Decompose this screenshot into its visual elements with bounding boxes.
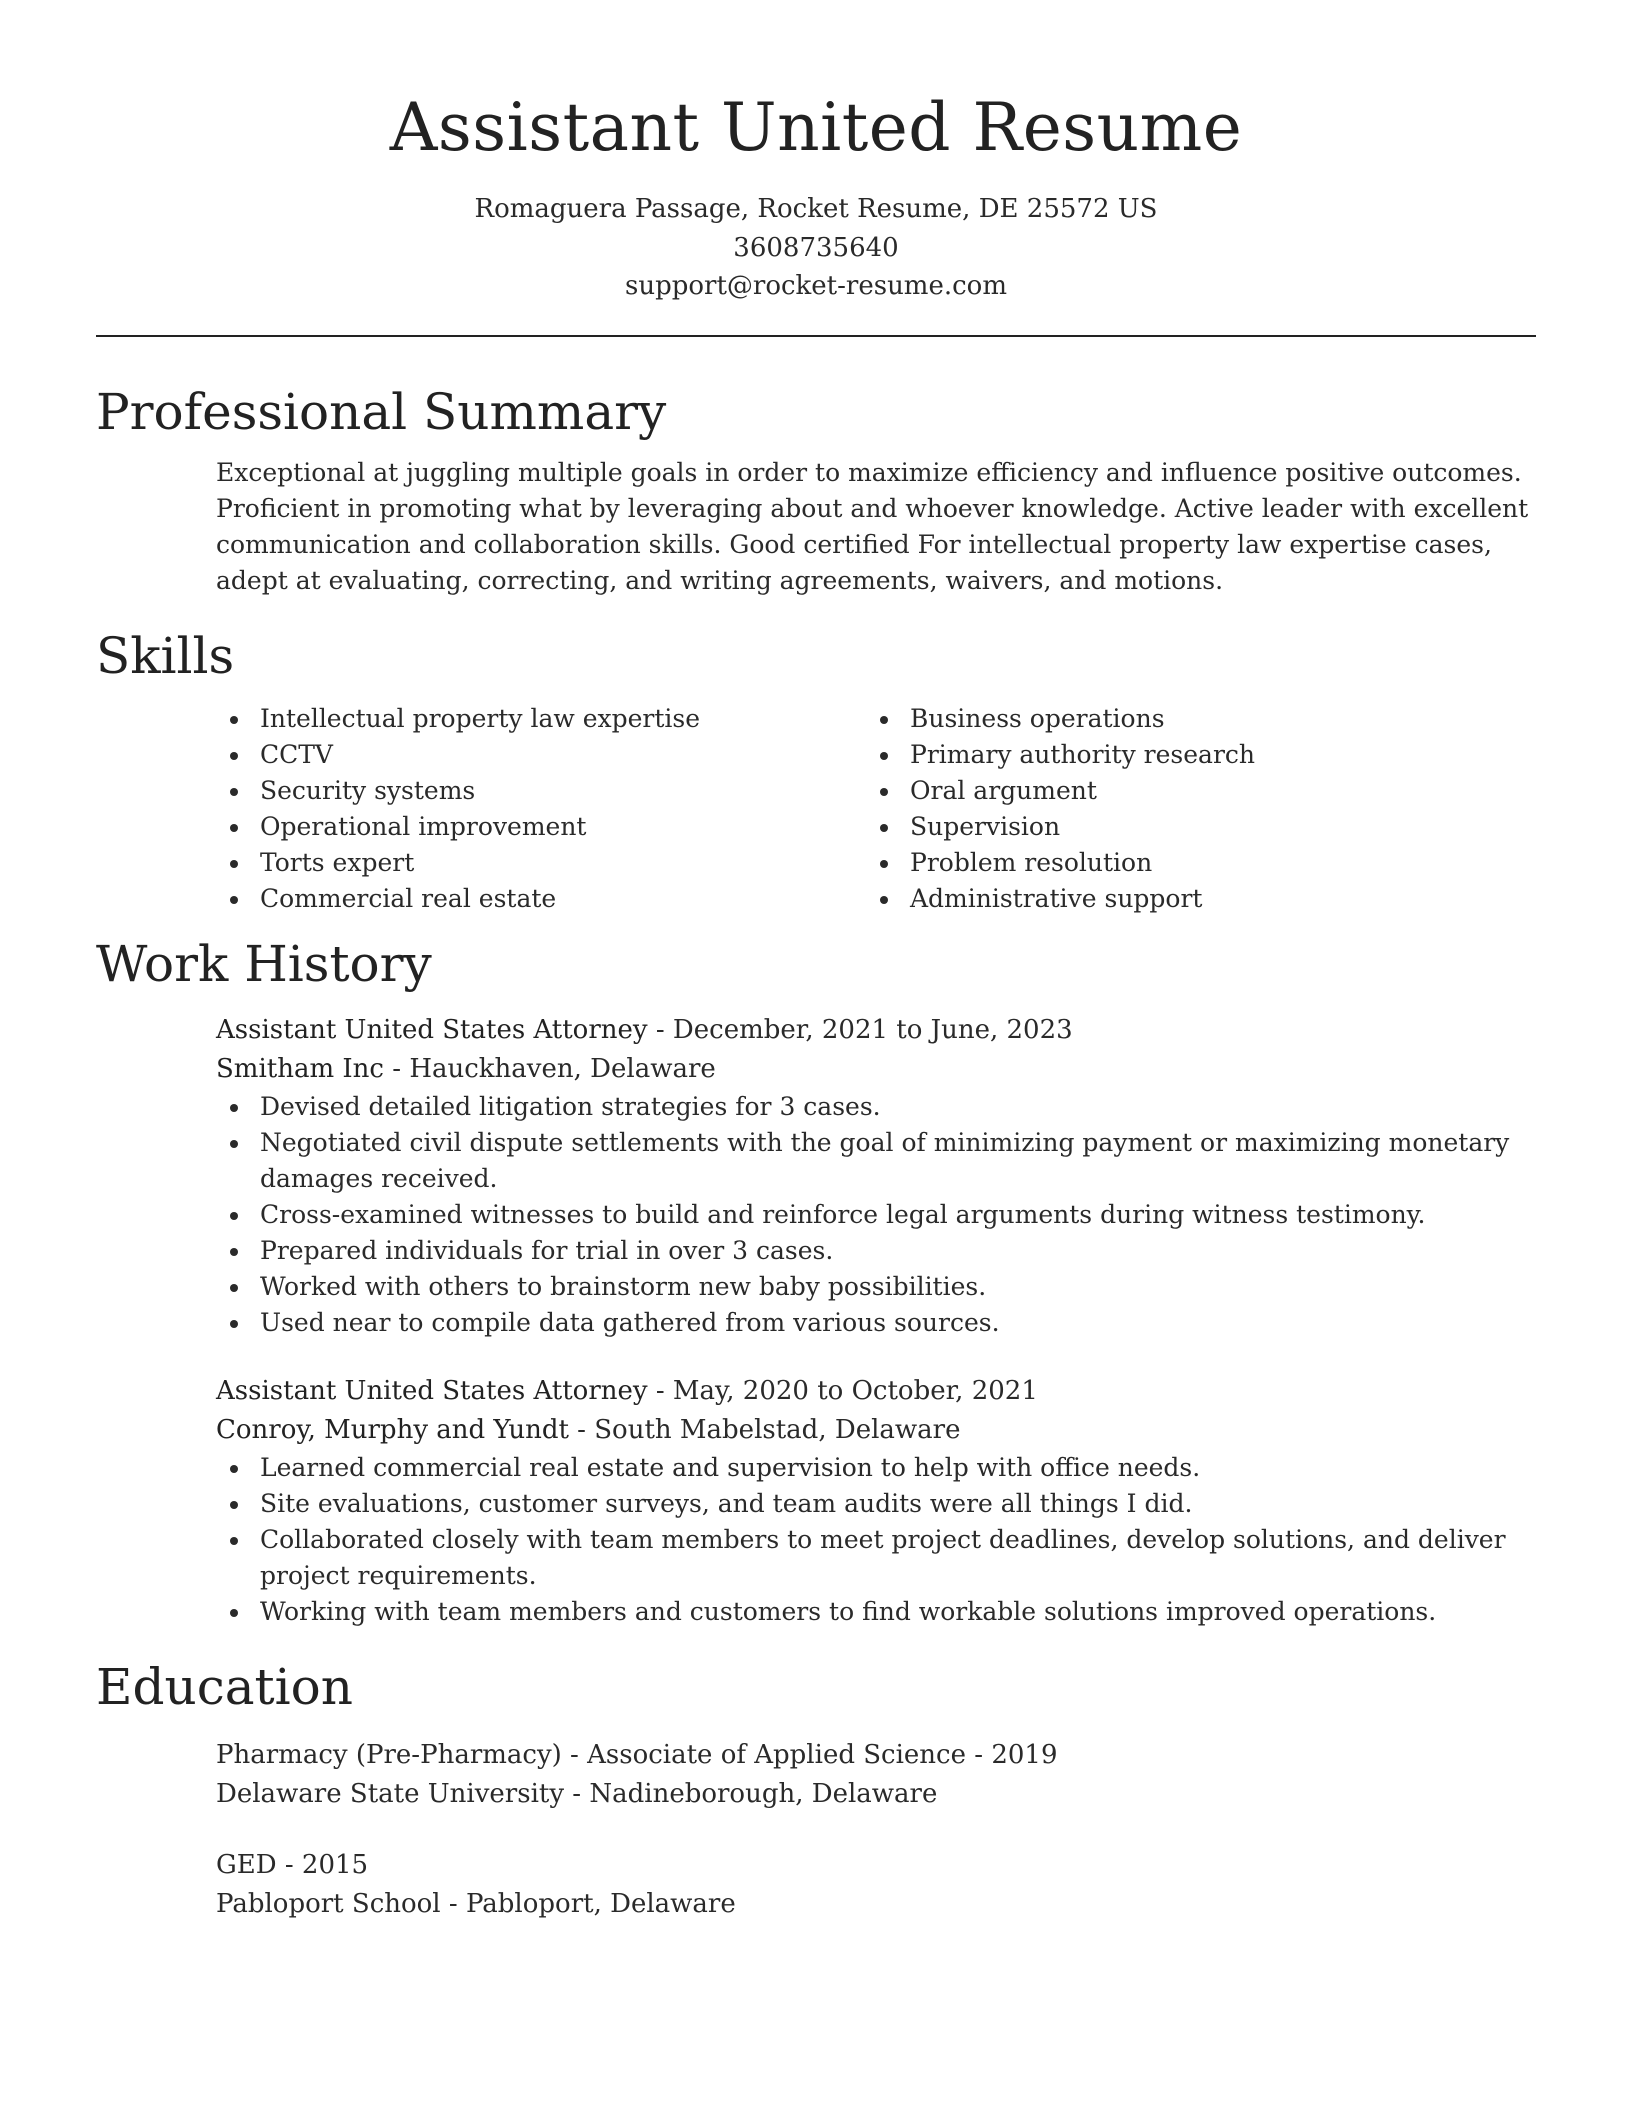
skill-item: CCTV xyxy=(216,737,866,773)
job-company: Smitham Inc xyxy=(216,1053,384,1084)
contact-phone: 3608735640 xyxy=(733,232,899,263)
education-entry xyxy=(216,1846,1536,1925)
header-divider xyxy=(96,335,1536,337)
job-bullet: Working with team members and customers to find workable solutions improved operations. xyxy=(216,1594,1536,1630)
job-company-line: Conroy, Murphy and Yundt - South Mabelstad, Delaware xyxy=(216,1414,961,1445)
job-bullet: Collaborated closely with team members to meet project deadlines, develop solutions, and deliver project requirements. xyxy=(216,1522,1536,1594)
skills-heading: Skills xyxy=(96,626,235,685)
education-degree-line: Pharmacy (Pre-Pharmacy) - Associate of Applied Science - 2019 xyxy=(216,1739,1058,1770)
skill-item: Commercial real estate xyxy=(216,881,866,917)
education-school-line: Delaware State University - Nadineborough, Delaware xyxy=(216,1779,938,1809)
summary-section xyxy=(96,455,1536,599)
skill-item: Operational improvement xyxy=(216,809,866,845)
summary-text: Exceptional at juggling multiple goals in order to maximize efficiency and influence positive outcomes. Proficient in promoting what by leveraging about and whoever knowledge. Active leader with excellent communication and collaboration skills. Good certified For intellectual property law expertise cases, adept at evaluating, correcting, and writing agreements, waivers, and motions. xyxy=(216,457,1529,595)
job-bullet: Learned commercial real estate and supervision to help with office needs. xyxy=(216,1450,1536,1486)
job-bullets xyxy=(216,1089,1536,1341)
skills-left-list xyxy=(216,701,866,917)
job-bullet: Used near to compile data gathered from various sources. xyxy=(216,1305,1536,1341)
job-location: South Mabelstad, Delaware xyxy=(594,1414,961,1445)
resume-header xyxy=(96,0,1536,306)
education-entry xyxy=(216,1736,1536,1815)
skill-item: Supervision xyxy=(866,809,1536,845)
job-dates: December, 2021 to June, 2023 xyxy=(672,1014,1073,1045)
job-dates: May, 2020 to October, 2021 xyxy=(672,1375,1038,1406)
skill-item: Primary authority research xyxy=(866,737,1536,773)
summary-heading: Professional Summary xyxy=(96,382,667,441)
skill-item: Problem resolution xyxy=(866,845,1536,881)
education-school: Pabloport School xyxy=(216,1889,441,1919)
skills-right-list xyxy=(866,701,1536,917)
job-company-line: Smitham Inc - Hauckhaven, Delaware xyxy=(216,1053,716,1084)
skill-item: Security systems xyxy=(216,773,866,809)
skills-grid xyxy=(216,701,1536,917)
skill-item: Administrative support xyxy=(866,881,1536,917)
education-section xyxy=(96,1736,1536,1925)
job-position: Assistant United States Attorney xyxy=(216,1375,648,1406)
education-school: Delaware State University xyxy=(216,1779,565,1809)
job-title-line: Assistant United States Attorney - May, 2020 to October, 2021 xyxy=(216,1375,1038,1406)
contact-email: support@rocket-resume.com xyxy=(624,271,1007,301)
education-location: Pabloport, Delaware xyxy=(465,1889,736,1919)
job-bullets xyxy=(216,1450,1536,1630)
job-title-line: Assistant United States Attorney - December, 2021 to June, 2023 xyxy=(216,1014,1073,1045)
education-degree-line: GED - 2015 xyxy=(216,1849,369,1880)
education-location: Nadineborough, Delaware xyxy=(589,1779,938,1809)
resume-name: Assistant United Resume xyxy=(389,89,1243,166)
job-bullet: Site evaluations, customer surveys, and team audits were all things I did. xyxy=(216,1486,1536,1522)
job-bullet: Negotiated civil dispute settlements with the goal of minimizing payment or maximizing monetary damages received. xyxy=(216,1125,1536,1197)
contact-info xyxy=(96,190,1536,306)
job-bullet: Devised detailed litigation strategies for 3 cases. xyxy=(216,1089,1536,1125)
work-history-section xyxy=(96,1011,1536,1630)
job-company: Conroy, Murphy and Yundt xyxy=(216,1414,569,1445)
work-history-heading: Work History xyxy=(96,934,432,993)
education-heading: Education xyxy=(96,1657,353,1716)
job-bullet: Prepared individuals for trial in over 3 cases. xyxy=(216,1233,1536,1269)
job-entry xyxy=(216,1372,1536,1630)
skill-item: Oral argument xyxy=(866,773,1536,809)
skill-item: Intellectual property law expertise xyxy=(216,701,866,737)
skill-item: Torts expert xyxy=(216,845,866,881)
skills-section xyxy=(96,701,1536,917)
job-position: Assistant United States Attorney xyxy=(216,1014,648,1045)
skill-item: Business operations xyxy=(866,701,1536,737)
job-bullet: Worked with others to brainstorm new baby possibilities. xyxy=(216,1269,1536,1305)
education-school-line: Pabloport School - Pabloport, Delaware xyxy=(216,1889,736,1919)
job-entry xyxy=(216,1011,1536,1341)
job-location: Hauckhaven, Delaware xyxy=(409,1053,716,1084)
contact-address: Romaguera Passage, Rocket Resume, DE 25572 US xyxy=(474,194,1158,224)
job-bullet: Cross-examined witnesses to build and reinforce legal arguments during witness testimony. xyxy=(216,1197,1536,1233)
